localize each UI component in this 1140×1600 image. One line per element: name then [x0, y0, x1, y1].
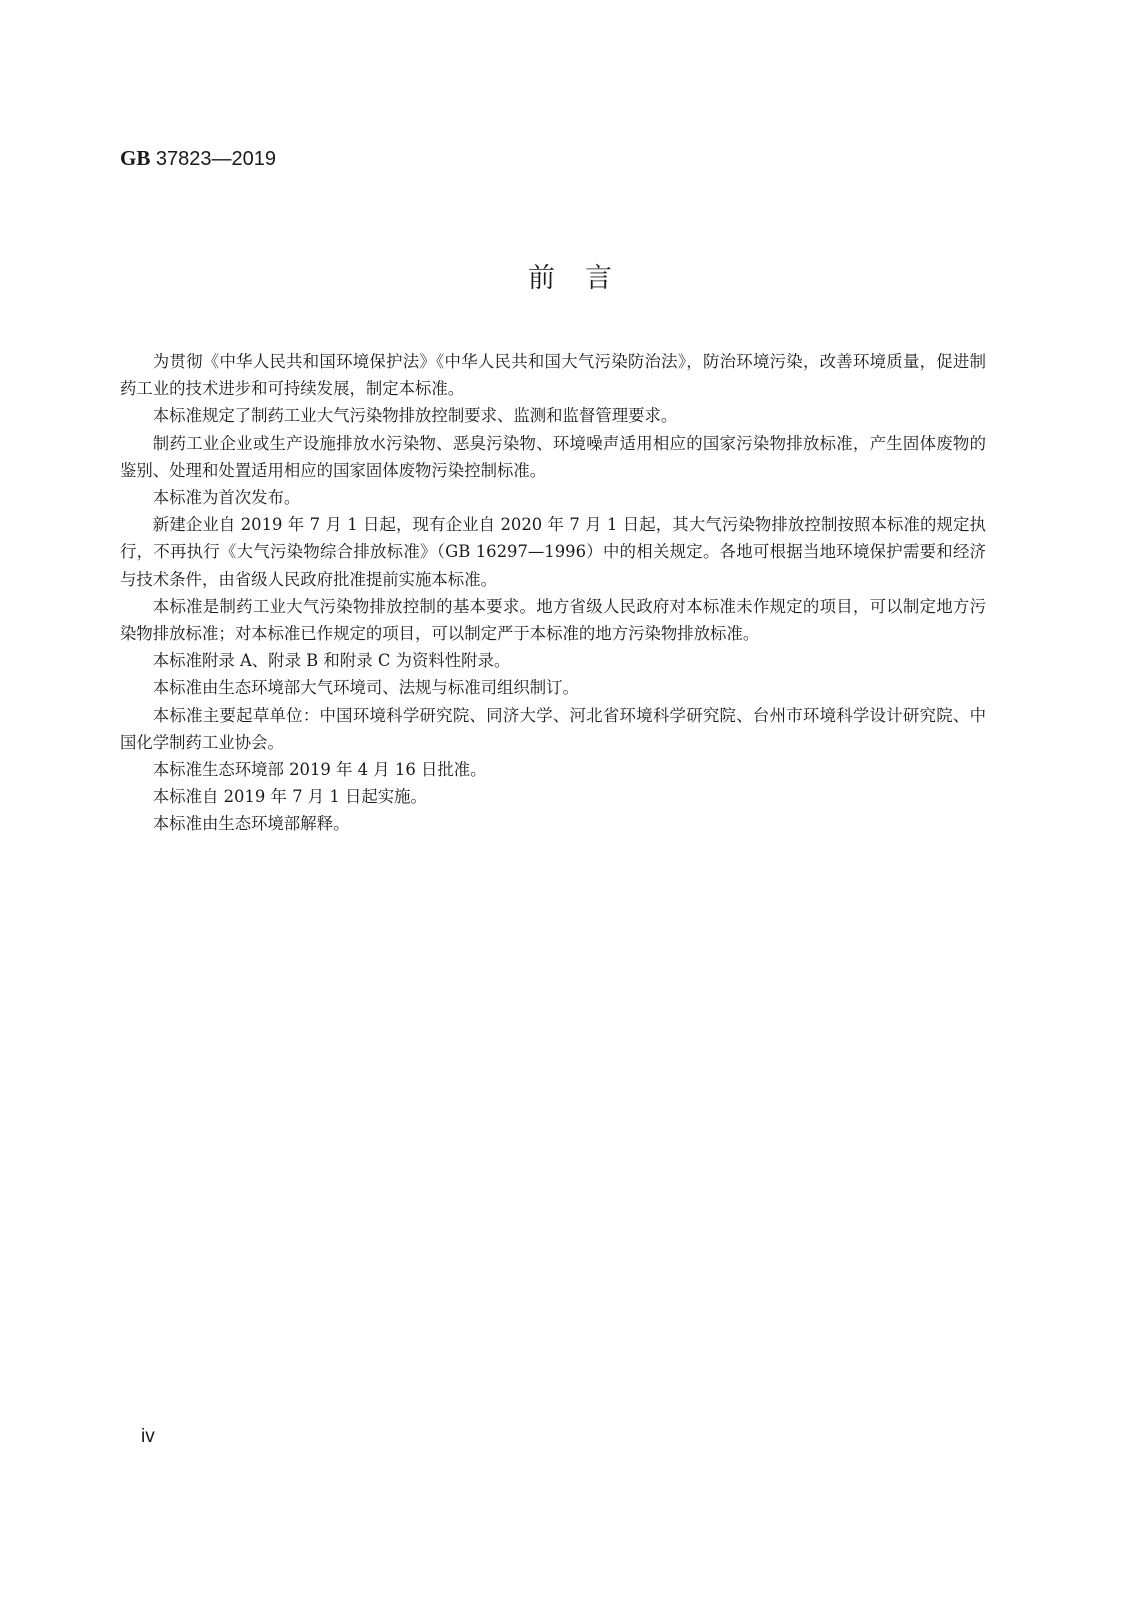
page-title-text: 前言: [528, 263, 642, 294]
paragraph: 本标准自 2019 年 7 月 1 日起实施。: [152, 787, 427, 807]
paragraph: 本标准规定了制药工业大气污染物排放控制要求、监测和监督管理要求。: [152, 406, 678, 426]
standard-number-header: [120, 146, 276, 171]
standard-number: 37823—2019: [150, 148, 277, 170]
paragraph: 本标准是制药工业大气污染物排放控制的基本要求。地方省级人民政府对本标准未作规定的项目，可以制定地方污染物排放标准；对本标准已作规定的项目，可以制定严于本标准的地方污染物排放标准。: [120, 596, 986, 644]
paragraph: 新建企业自 2019 年 7 月 1 日起，现有企业自 2020 年 7 月 1 日起，其大气污染物排放控制按照本标准的规定执行，不再执行《大气污染物综合排放标准》（GB 16297—1996）中的相关规定。各地可根据当地环境保护需要和经济与技术条件，由省级人民政府批准提前实施本标准。: [120, 515, 986, 589]
paragraph: 本标准由生态环境部解释。: [152, 814, 350, 834]
paragraph: 为贯彻《中华人民共和国环境保护法》《中华人民共和国大气污染防治法》，防治环境污染，改善环境质量，促进制药工业的技术进步和可持续发展，制定本标准。: [120, 352, 986, 399]
paragraph: 本标准由生态环境部大气环境司、法规与标准司组织制订。: [152, 678, 579, 698]
paragraph: 制药工业企业或生产设施排放水污染物、恶臭污染物、环境噪声适用相应的国家污染物排放标准，产生固体废物的鉴别、处理和处置适用相应的国家固体废物污染控制标准。: [120, 433, 986, 480]
paragraph: 本标准为首次发布。: [152, 488, 301, 508]
gb-prefix: GB: [120, 146, 151, 170]
foreword-body: [120, 348, 986, 838]
paragraph: 本标准生态环境部 2019 年 4 月 16 日批准。: [152, 760, 487, 780]
paragraph: 本标准附录 A、附录 B 和附录 C 为资料性附录。: [152, 651, 511, 671]
page-number: iv: [141, 1426, 155, 1447]
page-title: [0, 256, 1140, 295]
paragraph: 本标准主要起草单位：中国环境科学研究院、同济大学、河北省环境科学研究院、台州市环境科学设计研究院、中国化学制药工业协会。: [120, 705, 986, 752]
